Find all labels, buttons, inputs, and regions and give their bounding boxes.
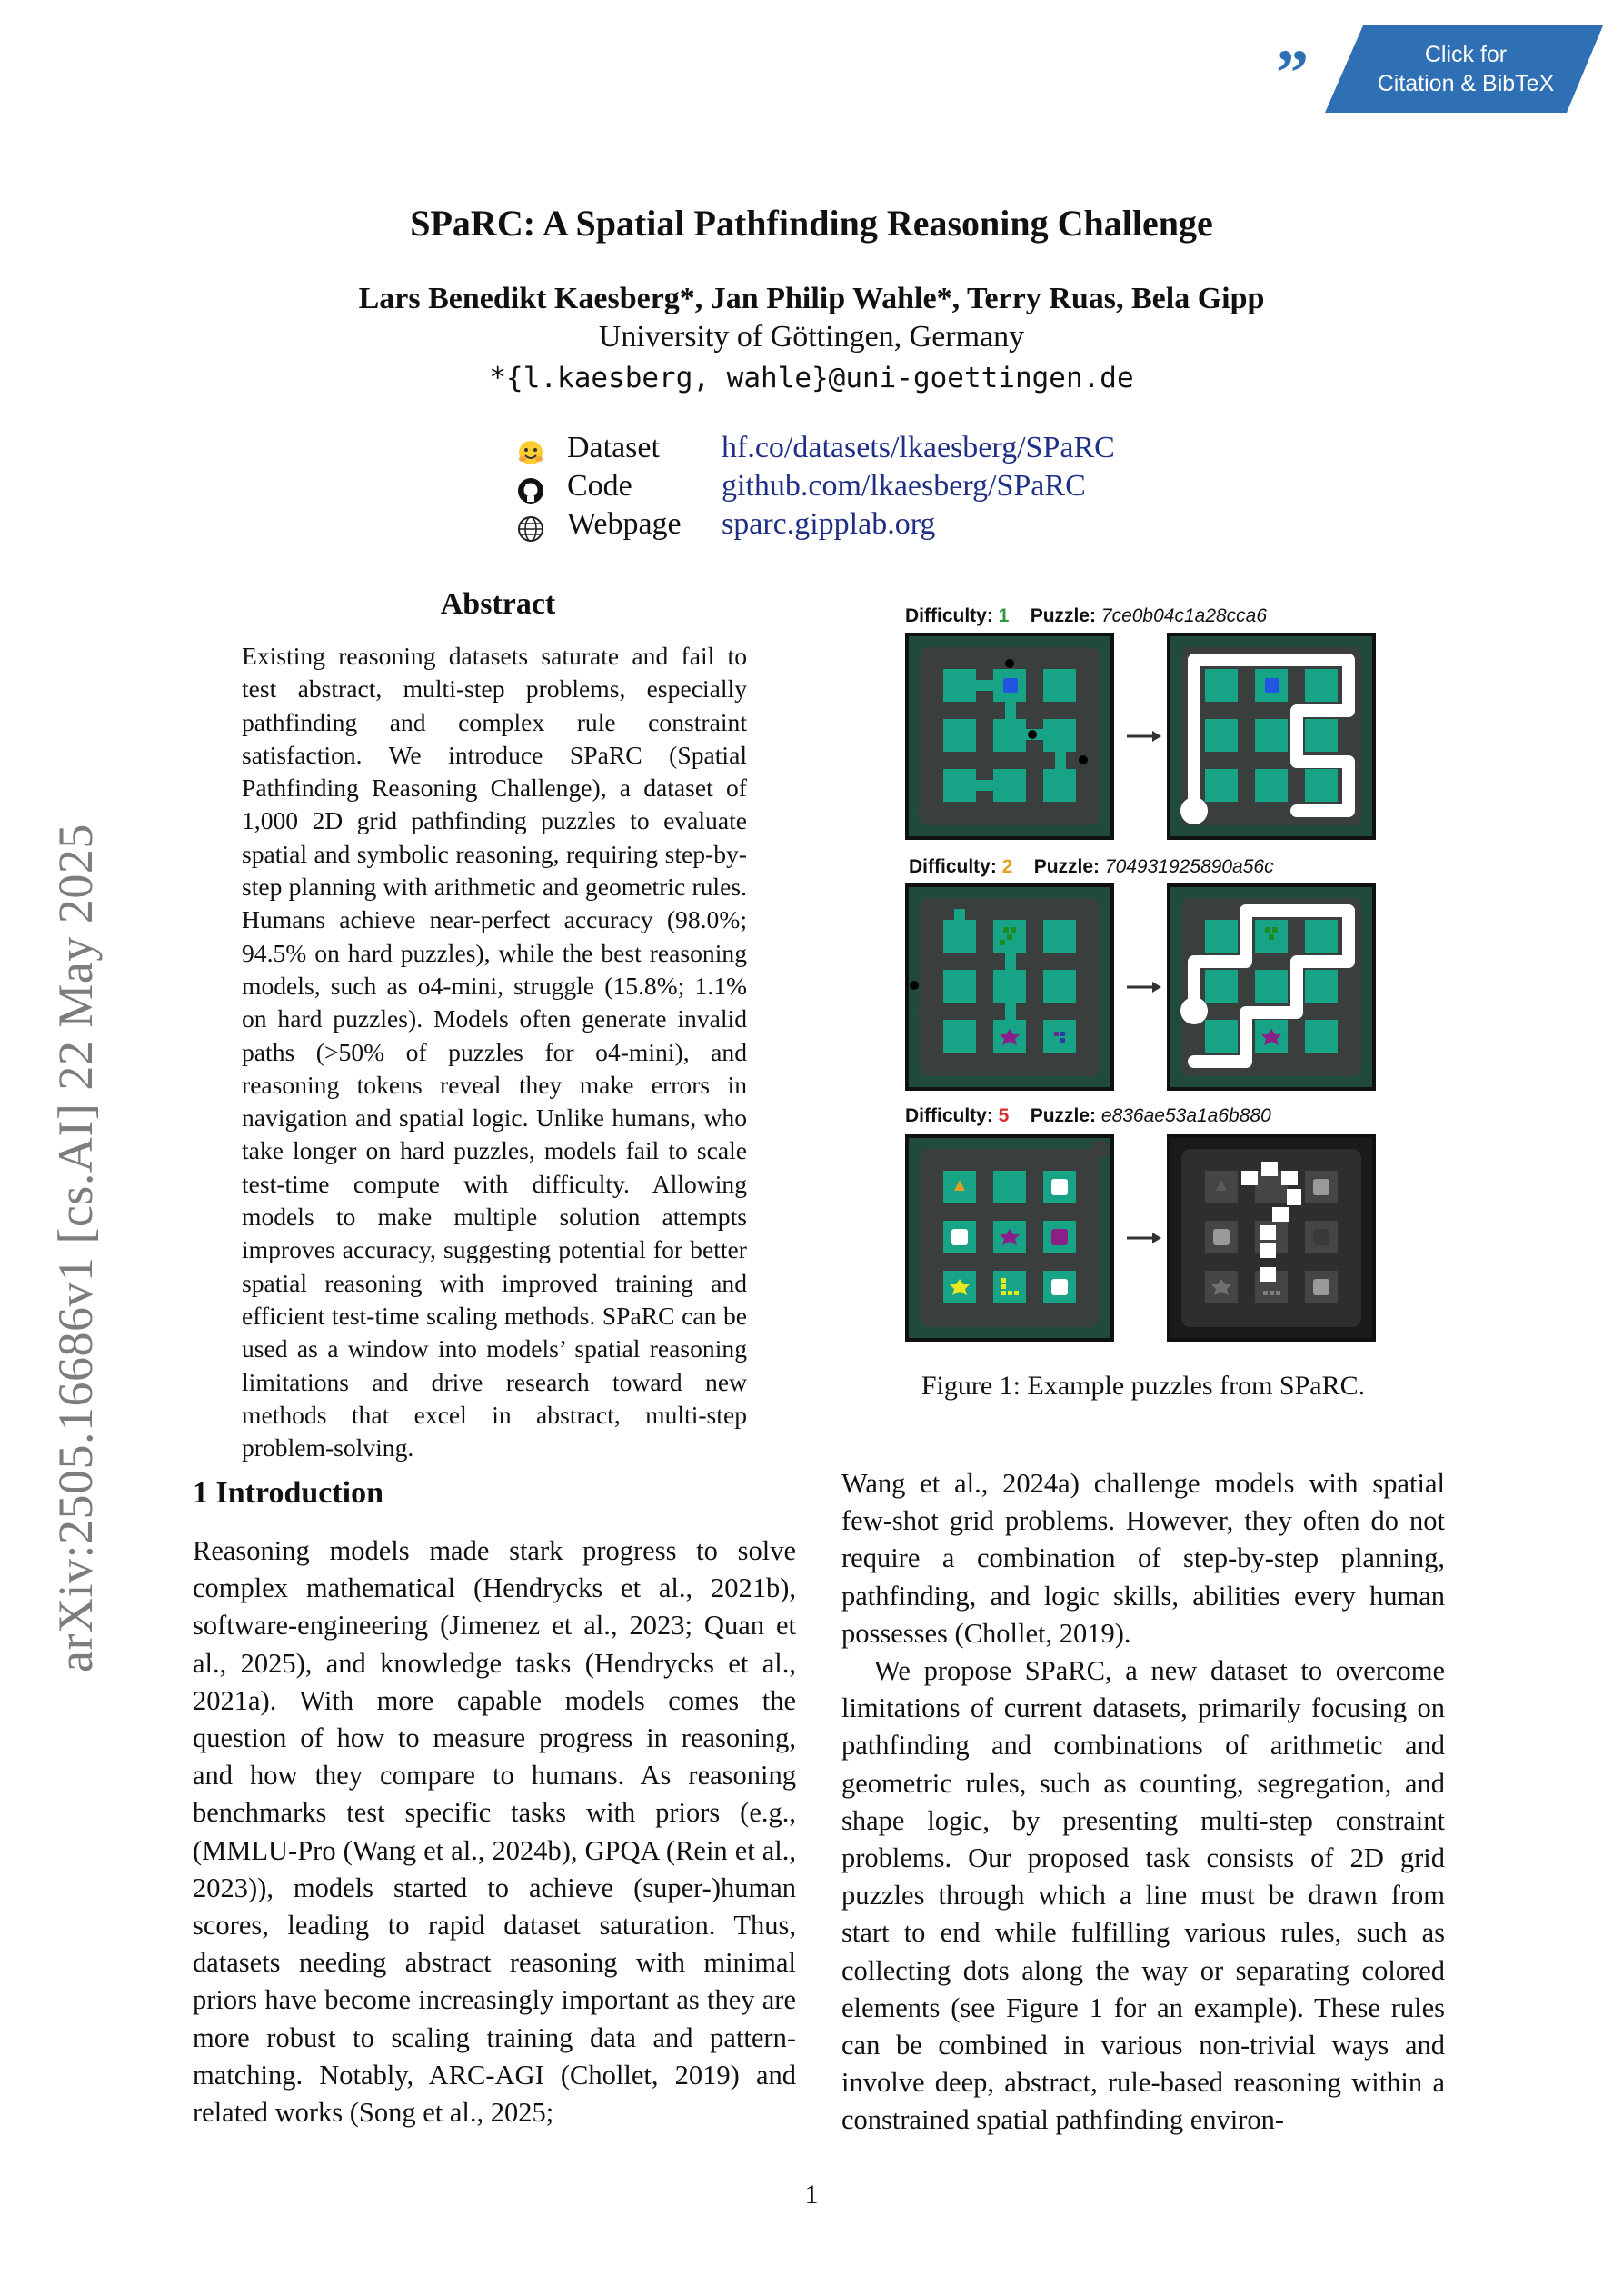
arrow-icon: [1127, 1233, 1161, 1243]
arxiv-identifier: arXiv:2505.16686v1 [cs.AI] 22 May 2025: [48, 824, 103, 1672]
introduction-paragraph: Reasoning models made stark progress to solve complex mathematical (Hendrycks et al., 2021b), software-engineering (Jimenez et al., 2023; Quan et al., 2025), and knowledge tasks (Hendrycks et al., 2021a). With more capable models comes the question of how to measure progress in reasoning, and how they compare to humans. As reasoning benchmarks test specific tasks with priors (e.g., (MMLU-Pro (Wang et al., 2024b), GPQA (Rein et al., 2023)), models started to achieve (super-)human scores, leading to rapid dataset saturation. Thus, datasets needing abstract reasoning with minimal priors have become increasingly important as they are more robust to scaling training data and pattern-matching. Notably, ARC-AGI (Chollet, 2019) and related works (Song et al., 2025;: [193, 1535, 796, 2129]
puzzle-3-unsolved: [905, 1134, 1114, 1342]
citation-line-2[interactable]: Citation & BibTeX: [1377, 71, 1555, 96]
resource-label: Code: [567, 469, 632, 503]
arrow-icon: [1127, 982, 1161, 993]
quote-icon: ”: [1276, 36, 1309, 109]
puzzle-2-solved: [1167, 883, 1376, 1091]
right-column-paragraph-1: Wang et al., 2024a) challenge models with spatial few-shot grid problems. However, they often do not require a combination of step-by-step planning, pathfinding, and logic skills, abilities every human possesses (Chollet, 2019).: [841, 1468, 1445, 1649]
affiliation: University of Göttingen, Germany: [598, 320, 1025, 354]
abstract-heading: Abstract: [440, 587, 556, 621]
github-icon: [516, 476, 545, 505]
hugging-face-icon: [516, 438, 545, 467]
difficulty-label: Difficulty:: [905, 605, 993, 626]
arrow-icon: [1127, 731, 1161, 742]
resource-label: Webpage: [567, 507, 682, 541]
puzzle-label: Puzzle:: [1033, 856, 1100, 877]
page-number: 1: [804, 2180, 819, 2210]
puzzle-id: e836ae53a1a6b880: [1100, 1105, 1271, 1126]
puzzle-id: 7ce0b04c1a28cca6: [1100, 605, 1268, 626]
difficulty-value: 5: [998, 1105, 1010, 1126]
resource-label: Dataset: [567, 431, 660, 464]
puzzle-label: Puzzle:: [1030, 605, 1097, 626]
puzzle-id: 704931925890a56c: [1104, 856, 1274, 877]
figure-panel-1-label: [905, 605, 1267, 627]
puzzle-1-solved: [1167, 633, 1376, 840]
difficulty-label: Difficulty:: [905, 1105, 993, 1126]
figure-puzzles: [905, 633, 1378, 1342]
globe-icon: [516, 514, 545, 544]
section-heading: 1 Introduction: [193, 1476, 384, 1510]
dataset-link[interactable]: hf.co/datasets/lkaesberg/SPaRC: [722, 431, 1115, 464]
puzzle-3-hidden: [1167, 1134, 1376, 1342]
difficulty-value: 1: [998, 605, 1010, 626]
difficulty-label: Difficulty:: [909, 856, 997, 877]
author-list: Lars Benedikt Kaesberg*, Jan Philip Wahle*, Terry Ruas, Bela Gipp: [358, 282, 1265, 315]
puzzle-label: Puzzle:: [1030, 1105, 1097, 1126]
webpage-link[interactable]: sparc.gipplab.org: [722, 507, 936, 541]
puzzle-2-unsolved: [905, 883, 1114, 1091]
right-column-paragraph-2: We propose SPaRC, a new dataset to overcome limitations of current datasets, primarily focusing on pathfinding and combinations of arithmetic and geometric rules, such as counting, segregation, and shape logic, by presenting multi-step constraint problems. Our proposed task consists of 2D grid puzzles through which a line must be drawn from start to end while fulfilling various rules, such as collecting dots along the way or separating colored elements (see Figure 1 for an example). These rules can be combined in various non-trivial ways and involve deep, abstract, rule-based reasoning within a constrained spatial pathfinding environ-: [841, 1655, 1445, 2136]
puzzle-1-unsolved: [905, 633, 1114, 840]
contact-email: *{l.kaesberg, wahle}@uni-goettingen.de: [489, 362, 1134, 394]
paper-title: SPaRC: A Spatial Pathfinding Reasoning Challenge: [410, 203, 1213, 244]
abstract-text: Existing reasoning datasets saturate and fail to test abstract, multi-step problems, especially pathfinding and complex rule constraint satisfaction. We introduce SPaRC (Spatial Pathfinding Reasoning Challenge), a dataset of 1,000 2D grid pathfinding puzzles to evaluate spatial and symbolic reasoning, requiring step-by-step planning with arithmetic and geometric rules. Humans achieve near-perfect accuracy (98.0%; 94.5% on hard puzzles), while the best reasoning models, such as o4-mini, struggle (15.8%; 1.1% on hard puzzles). Models often generate invalid paths (>50% of puzzles for o4-mini), and reasoning tokens reveal they make errors in navigation and spatial logic. Unlike humans, who take longer on hard puzzles, models fail to scale test-time compute with difficulty. Allowing models to make multiple solution attempts improves accuracy, suggesting potential for better spatial reasoning with improved training and efficient test-time scaling methods. SPaRC can be used as a window into models’ spatial reasoning limitations and drive research toward new methods that excel in abstract, multi-step problem-solving.: [242, 642, 747, 1462]
code-link[interactable]: github.com/lkaesberg/SPaRC: [722, 469, 1086, 503]
citation-button-text[interactable]: [1343, 40, 1588, 98]
figure-caption: Figure 1: Example puzzles from SPaRC.: [921, 1371, 1366, 1401]
citation-line-1[interactable]: Click for: [1424, 42, 1508, 67]
difficulty-value: 2: [1001, 856, 1013, 877]
